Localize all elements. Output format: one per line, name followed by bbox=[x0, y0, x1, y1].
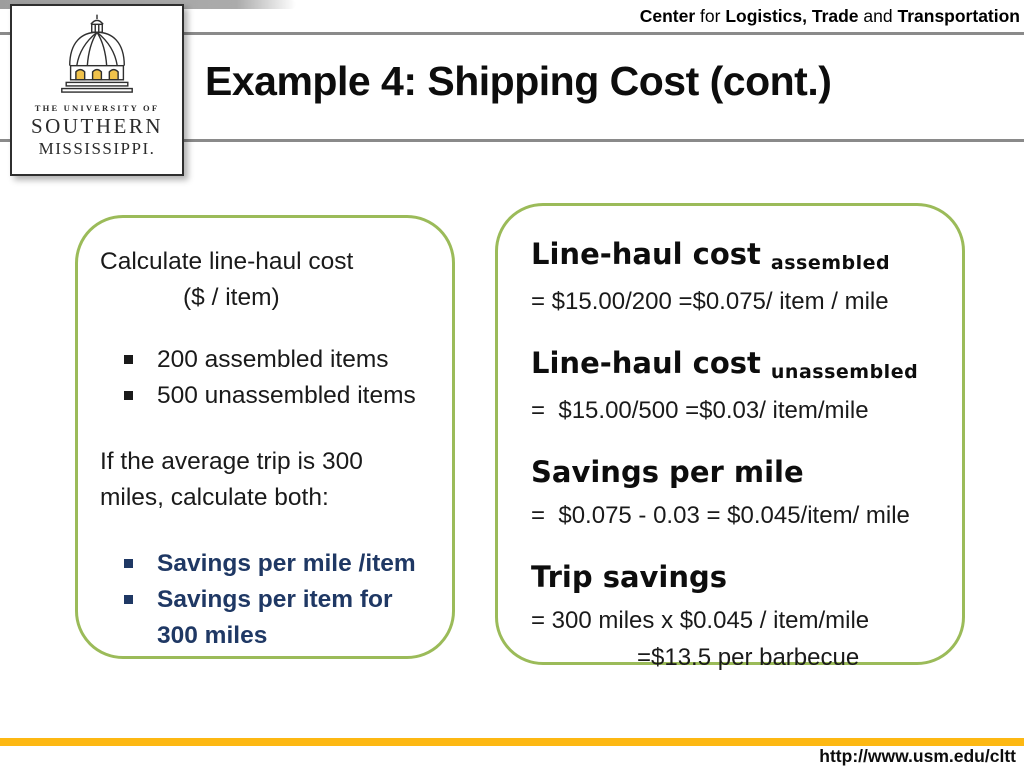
square-bullet-icon bbox=[124, 391, 133, 400]
list-item bbox=[124, 546, 440, 582]
problem-heading-line1: Calculate line-haul cost bbox=[100, 248, 354, 275]
org-title-segment: for bbox=[695, 6, 726, 26]
solution-section bbox=[531, 553, 954, 675]
org-title-segment: and bbox=[858, 6, 898, 26]
org-title-segment: Logistics, Trade bbox=[725, 6, 859, 26]
logo-text-line1: THE UNIVERSITY OF bbox=[34, 103, 160, 113]
list-item bbox=[124, 378, 440, 414]
section-formula: = $15.00/500 =$0.03/ item/mile bbox=[531, 397, 869, 424]
section-subscript: unassembled bbox=[770, 361, 919, 383]
section-heading bbox=[531, 448, 954, 496]
section-heading-text: Line-haul cost bbox=[531, 346, 761, 380]
square-bullet-icon bbox=[124, 559, 133, 568]
section-heading bbox=[531, 339, 954, 391]
org-title bbox=[640, 6, 1020, 27]
org-title-segment: Transportation bbox=[897, 6, 1020, 26]
solution-section bbox=[531, 339, 954, 431]
section-formula: = $0.075 - 0.03 = $0.045/item/ mile bbox=[531, 502, 910, 529]
section-formula-result: =$13.5 per barbecue bbox=[637, 644, 860, 671]
list-item-label: Savings per mile /item bbox=[157, 550, 416, 577]
square-bullet-icon bbox=[124, 595, 133, 604]
footer-gold-bar bbox=[0, 738, 1024, 746]
section-heading-text: Trip savings bbox=[531, 560, 728, 594]
section-heading-text: Savings per mile bbox=[531, 455, 804, 489]
list-item-label: 200 assembled items bbox=[157, 346, 389, 373]
footer-url-link[interactable]: http://www.usm.edu/cltt bbox=[819, 746, 1016, 766]
problem-box bbox=[75, 215, 455, 659]
solution-section bbox=[531, 448, 954, 536]
list-item-label: 500 unassembled items bbox=[157, 382, 416, 409]
list-item-label: Savings per item for 300 miles bbox=[157, 586, 393, 649]
square-bullet-icon bbox=[124, 355, 133, 364]
dome-icon bbox=[53, 10, 141, 102]
list-item bbox=[124, 582, 440, 654]
solution-box bbox=[495, 203, 965, 671]
page-title: Example 4: Shipping Cost (cont.) bbox=[205, 58, 832, 104]
logo-text-line3: MISSISSIPPI. bbox=[38, 139, 156, 158]
section-formula: = $15.00/200 =$0.075/ item / mile bbox=[531, 288, 889, 315]
problem-heading-line2: ($ / item) bbox=[183, 284, 280, 311]
section-heading bbox=[531, 230, 954, 282]
problem-paragraph: If the average trip is 300 miles, calculate both: bbox=[100, 448, 363, 511]
org-title-segment: Center bbox=[639, 6, 696, 26]
section-formula: = 300 miles x $0.045 / item/mile bbox=[531, 607, 870, 634]
solution-section bbox=[531, 230, 954, 322]
section-heading-text: Line-haul cost bbox=[531, 237, 761, 271]
logo-text-line2: SOUTHERN bbox=[30, 114, 163, 138]
usm-logo bbox=[10, 4, 184, 176]
section-subscript: assembled bbox=[770, 252, 891, 274]
section-heading bbox=[531, 553, 954, 601]
list-item bbox=[124, 342, 440, 378]
